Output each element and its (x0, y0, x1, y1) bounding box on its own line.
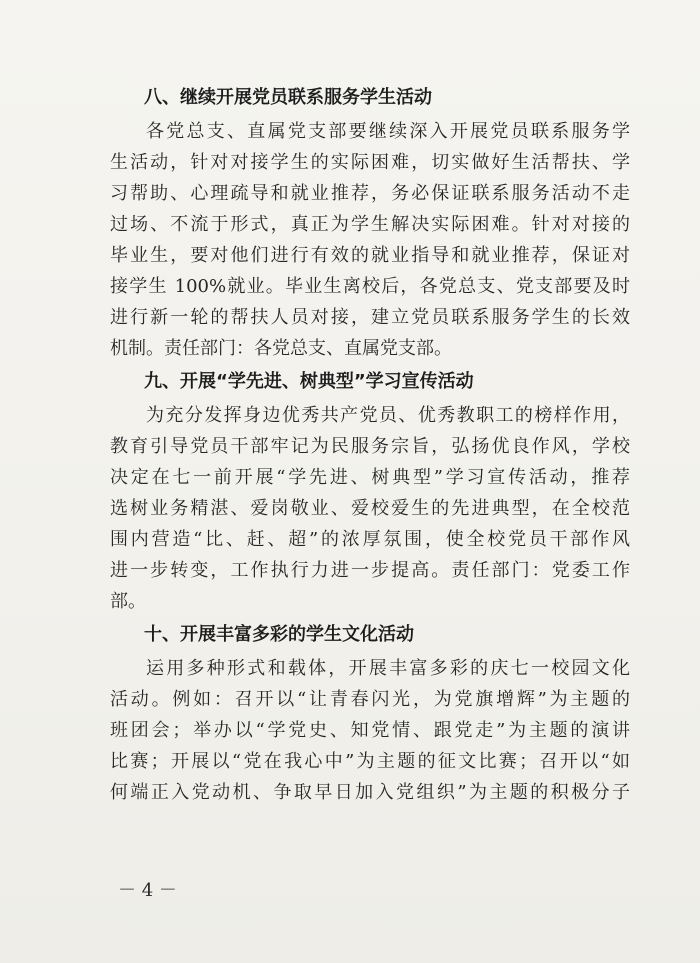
paragraph-line: 选树业务精湛、爱岗敬业、爱校爱生的先进典型，在全校范 (110, 498, 630, 519)
page-number: － 4 － (118, 880, 177, 901)
section-heading: 十、开展丰富多彩的学生文化活动 (144, 624, 414, 645)
paragraph-line: 各党总支、直属党支部要继续深入开展党员联系服务学 (146, 121, 630, 142)
section-heading: 九、开展“学先进、树典型”学习宣传活动 (144, 371, 474, 392)
section-8 (110, 80, 630, 364)
paragraph-line: 习帮助、心理疏导和就业推荐，务必保证联系服务活动不走 (110, 183, 630, 204)
paragraph-line: 毕业生，要对他们进行有效的就业指导和就业推荐，保证对 (110, 245, 630, 266)
paragraph-line: 进一步转变，工作执行力进一步提高。责任部门：党委工作 (110, 560, 630, 581)
paragraph-line: 机制。责任部门：各党总支、直属党支部。 (110, 338, 452, 359)
paragraph-line: 比赛；开展以“党在我心中”为主题的征文比赛；召开以“如 (110, 751, 630, 772)
paragraph-line: 活动。例如：召开以“让青春闪光，为党旗增辉”为主题的 (110, 689, 630, 710)
section-paragraph (110, 400, 630, 617)
paragraph-line: 为充分发挥身边优秀共产党员、优秀教职工的榜样作用， (146, 405, 630, 426)
paragraph-line: 运用多种形式和载体，开展丰富多彩的庆七一校园文化 (146, 658, 630, 679)
section-paragraph (110, 116, 630, 364)
section-heading: 八、继续开展党员联系服务学生活动 (144, 87, 432, 108)
paragraph-line: 部。 (110, 591, 146, 612)
paragraph-line: 围内营造“比、赶、超”的浓厚氛围，使全校党员干部作风 (110, 529, 630, 550)
paragraph-line: 班团会；举办以“学党史、知党情、跟党走”为主题的演讲 (110, 720, 630, 741)
section-10 (110, 617, 630, 808)
document-body (110, 80, 630, 808)
paragraph-line: 何端正入党动机、争取早日加入党组织”为主题的积极分子 (110, 782, 630, 803)
paragraph-line: 生活动，针对对接学生的实际困难，切实做好生活帮扶、学 (110, 152, 630, 173)
section-paragraph (110, 653, 630, 808)
section-9 (110, 364, 630, 617)
paragraph-line: 进行新一轮的帮扶人员对接，建立党员联系服务学生的长效 (110, 307, 630, 328)
paragraph-line: 过场、不流于形式，真正为学生解决实际困难。针对对接的 (110, 214, 630, 235)
paragraph-line: 决定在七一前开展“学先进、树典型”学习宣传活动，推荐 (110, 467, 630, 488)
paragraph-line: 教育引导党员干部牢记为民服务宗旨，弘扬优良作风，学校 (110, 436, 630, 457)
paragraph-line: 接学生 100%就业。毕业生离校后，各党总支、党支部要及时 (110, 276, 630, 297)
